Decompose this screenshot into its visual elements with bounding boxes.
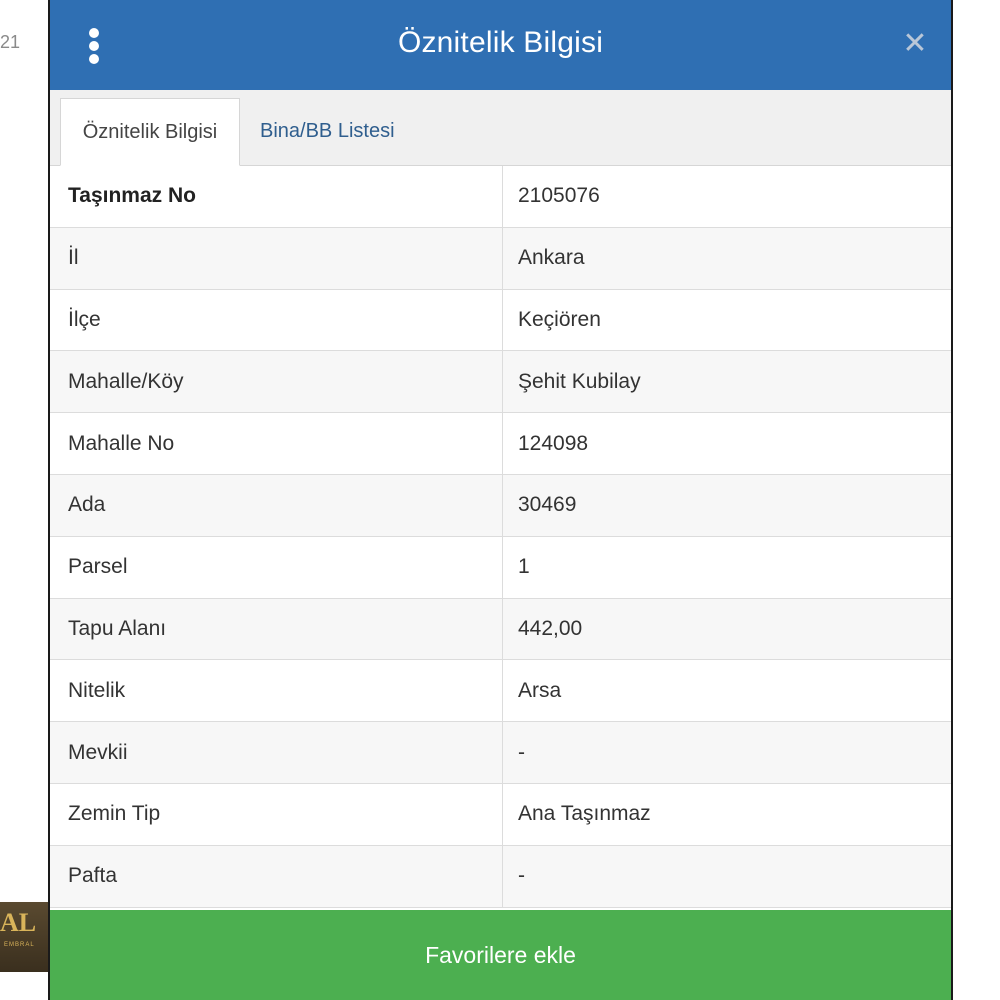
row-key: Parsel	[68, 555, 128, 579]
row-value: -	[518, 864, 525, 888]
row-value: 442,00	[518, 616, 583, 640]
row-value: 1	[518, 555, 530, 579]
table-row	[50, 537, 951, 599]
row-key: Tapu Alanı	[68, 616, 167, 640]
row-value: Arsa	[518, 678, 562, 702]
table-row	[50, 166, 951, 228]
row-key: Zemin Tip	[68, 802, 161, 826]
attribute-info-dialog	[48, 0, 953, 1000]
table-row	[50, 413, 951, 475]
row-key: Pafta	[68, 864, 118, 888]
add-to-favorites-button[interactable]: Favorilere ekle	[50, 910, 951, 1000]
tab-attribute-info[interactable]: Öznitelik Bilgisi	[60, 98, 240, 166]
row-value: 124098	[518, 431, 589, 455]
table-row	[50, 599, 951, 661]
table-row	[50, 290, 951, 352]
attribute-table	[50, 166, 951, 908]
row-key: Mahalle No	[68, 431, 175, 455]
table-row	[50, 228, 951, 290]
dialog-title: Öznitelik Bilgisi	[397, 26, 604, 59]
table-row	[50, 475, 951, 537]
background-number-text: 21	[0, 32, 21, 52]
row-value: 2105076	[518, 184, 600, 208]
row-value: Keçiören	[518, 307, 601, 331]
background-right-panel	[953, 0, 1000, 1000]
row-key: İl	[68, 246, 79, 270]
table-row	[50, 846, 951, 908]
table-row	[50, 660, 951, 722]
row-value: Şehit Kubilay	[518, 369, 641, 393]
tab-bar	[50, 90, 951, 166]
row-key: Taşınmaz No	[68, 184, 196, 208]
dialog-header	[50, 0, 951, 90]
table-row	[50, 722, 951, 784]
background-logo-text: AL	[0, 908, 37, 937]
row-key: Mahalle/Köy	[68, 369, 184, 393]
row-value: Ankara	[518, 246, 585, 270]
row-value: 30469	[518, 493, 577, 517]
table-row	[50, 784, 951, 846]
row-value: -	[518, 740, 525, 764]
tab-building-list[interactable]: Bina/BB Listesi	[260, 120, 395, 142]
row-key: Mevkii	[68, 740, 128, 764]
background-logo	[0, 902, 48, 972]
row-key: Ada	[68, 493, 106, 517]
row-key: İlçe	[68, 307, 101, 331]
row-value: Ana Taşınmaz	[518, 802, 651, 826]
background-logo-subtext: EMBRAL	[4, 942, 35, 948]
table-row	[50, 351, 951, 413]
close-icon[interactable]: ✕	[902, 27, 928, 60]
row-key: Nitelik	[68, 678, 126, 702]
background-left-panel	[0, 0, 50, 1000]
